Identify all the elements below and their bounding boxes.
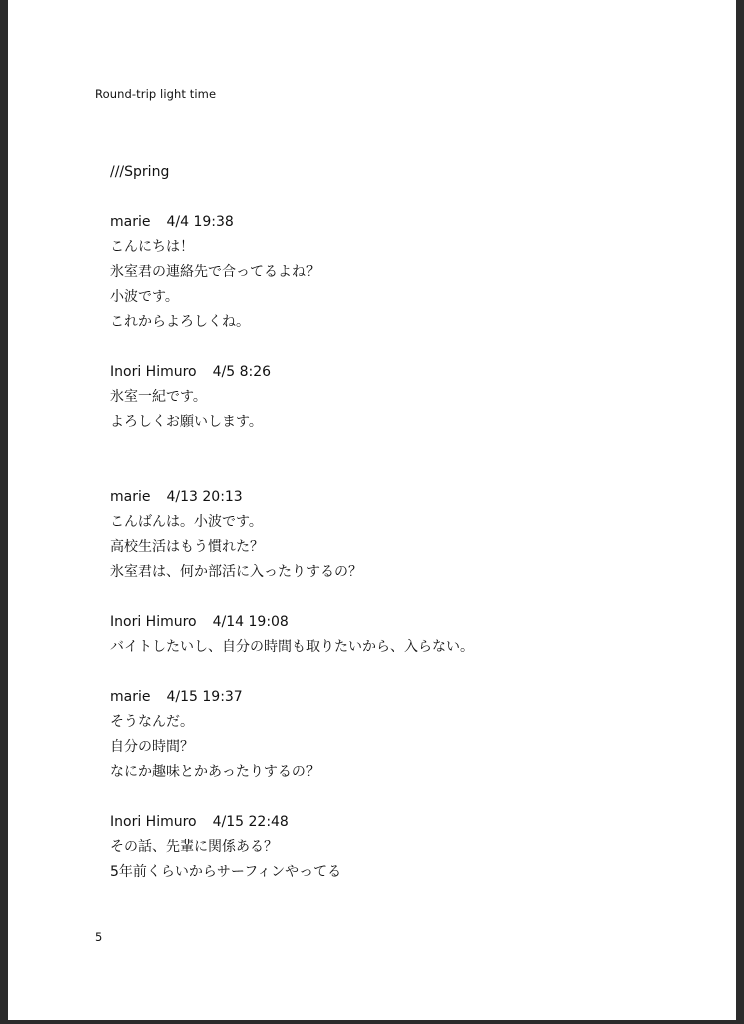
message [110, 610, 710, 660]
message-line: よろしくお願いします。 [110, 414, 263, 430]
message-timestamp: 4/4 19:38 [166, 214, 234, 230]
page-number: 5 [95, 930, 103, 944]
message-line: バイトしたいし、自分の時間も取りたいから、入らない。 [110, 639, 474, 655]
message-header [110, 485, 710, 510]
message-line: 氷室君は、何か部活に入ったりするの？ [110, 564, 362, 580]
message-line: こんばんは。小波です。 [110, 514, 263, 530]
message-timestamp: 4/13 20:13 [166, 489, 243, 505]
message-line: 小波です。 [110, 289, 179, 305]
message-line: 5年前くらいからサーフィンやってる [110, 864, 342, 880]
message [110, 810, 710, 885]
message [110, 210, 710, 335]
running-header: Round-trip light time [95, 87, 217, 101]
message-line: こんにちは！ [110, 239, 194, 255]
message-line: 高校生活はもう慣れた？ [110, 539, 264, 555]
sender-name: Inori Himuro [110, 364, 197, 380]
message-timestamp: 4/15 19:37 [166, 689, 243, 705]
sender-name: marie [110, 489, 151, 505]
message-line: 氷室君の連絡先で合ってるよね？ [110, 264, 320, 280]
chat-log [110, 160, 710, 885]
message [110, 685, 710, 785]
message-header [110, 810, 710, 835]
message [110, 360, 710, 435]
message-header [110, 360, 710, 385]
message-line: これからよろしくね。 [110, 314, 250, 330]
message [110, 485, 710, 585]
document-page [8, 0, 736, 1020]
sender-name: Inori Himuro [110, 614, 197, 630]
message-timestamp: 4/15 22:48 [212, 814, 289, 830]
sender-name: Inori Himuro [110, 814, 197, 830]
sender-name: marie [110, 689, 151, 705]
message-line: 自分の時間？ [110, 739, 194, 755]
message-line: なにか趣味とかあったりするの？ [110, 764, 320, 780]
message-timestamp: 4/5 8:26 [212, 364, 272, 380]
section-title: ///Spring [110, 164, 170, 180]
message-line: 氷室一紀です。 [110, 389, 207, 405]
message-header [110, 210, 710, 235]
message-header [110, 610, 710, 635]
message-timestamp: 4/14 19:08 [212, 614, 289, 630]
message-line: そうなんだ。 [110, 714, 194, 730]
sender-name: marie [110, 214, 151, 230]
message-line: その話、先輩に関係ある？ [110, 839, 278, 855]
message-header [110, 685, 710, 710]
